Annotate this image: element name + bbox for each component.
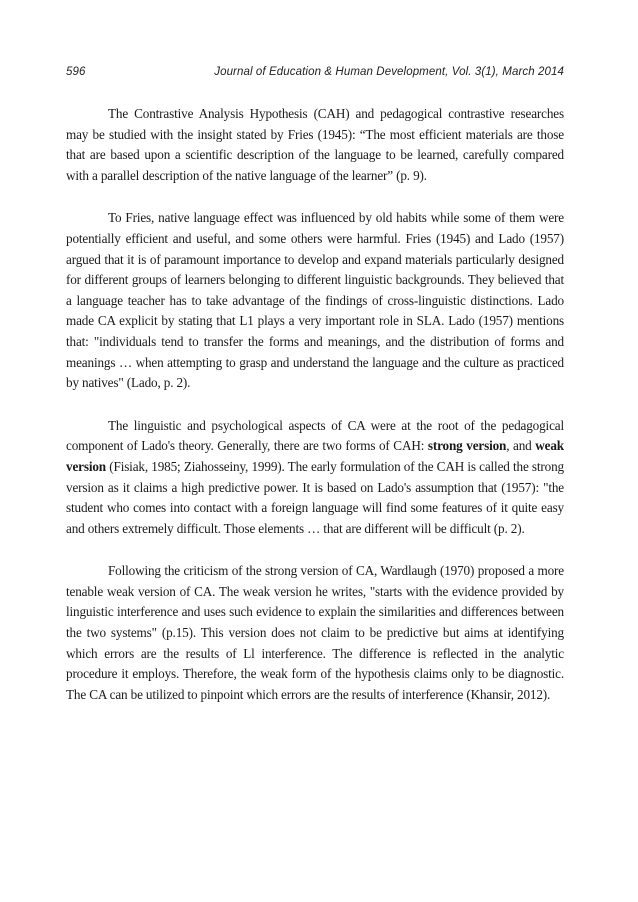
weak-version-term: weak version xyxy=(66,438,564,474)
paragraph-1: The Contrastive Analysis Hypothesis (CAH) and pedagogical contrastive researches may be studied with the insight stated by Fries (1945): “The most efficient materials are those that are based upon a scientific description of the language to be learned, carefully compared with a parallel description of the native language of the learner” (p. 9). xyxy=(66,106,564,183)
running-header xyxy=(66,66,564,82)
paragraph-4: Following the criticism of the strong version of CA, Wardlaugh (1970) proposed a more tenable weak version of CA. The weak version he writes, "starts with the evidence provided by linguistic interference and uses such evidence to explain the similarities and differences between the two systems" (p.15). This version does not claim to be predictive but aims at identifying which errors are the results of Ll interference. The difference is reflected in the analytic procedure it employs. Therefore, the weak form of the hypothesis claims only to be diagnostic. The CA can be utilized to pinpoint which errors are the results of interference (Khansir, 2012). xyxy=(66,563,564,702)
body-text xyxy=(66,104,564,727)
paragraph-3-intro: The linguistic and psychological aspects of CA were at the root of the pedagogical component of Lado's theory. Generally, there are two forms of CAH: xyxy=(66,417,564,454)
page-number: 596 xyxy=(66,66,86,78)
paragraph-3 xyxy=(66,416,564,540)
paragraph-3-conjunction: , and xyxy=(506,438,536,454)
paragraph-3-rest: (Fisiak, 1985; Ziahosseiny, 1999). The early formulation of the CAH is called the strong version as it claims a high predictive power. It is based on Lado's assumption that (1957): "the student who comes into contact with a foreign language will find some features of it quite easy and others extremely difficult. Those elements … that are different will be difficult (p. 2). xyxy=(66,458,564,536)
paragraph-2: To Fries, native language effect was influenced by old habits while some of them were potentially efficient and useful, and some others were harmful. Fries (1945) and Lado (1957) argued that it is of paramount importance to develop and expand materials particularly designed for different groups of learners belonging to different linguistic backgrounds. They believed that a language teacher has to take advantage of the findings of cross-linguistic distinctions. Lado made CA explicit by stating that L1 plays a very important role in SLA. Lado (1957) mentions that: "individuals tend to transfer the forms and meanings, and the distribution of forms and meanings … when attempting to grasp and understand the language and the culture as practiced by natives" (Lado, p. 2). xyxy=(66,210,564,391)
strong-version-term: strong version xyxy=(427,438,507,454)
journal-citation: Journal of Education & Human Development, Vol. 3(1), March 2014 xyxy=(214,66,564,78)
